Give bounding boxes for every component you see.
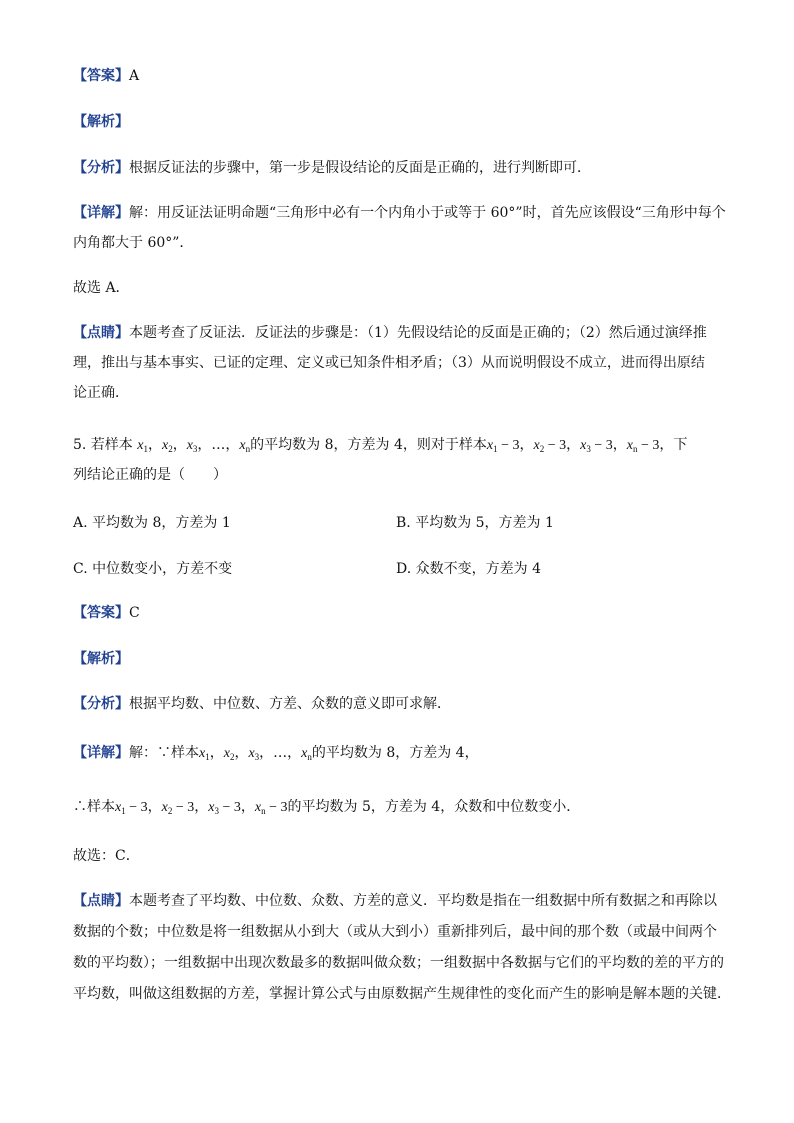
q4-detail-text-1: 解：用反证法证明命题“三角形中必有一个内角小于或等于 60°”时，首先应该假设“三角形中每个: [129, 205, 726, 221]
fenxi-tag: 【分析】: [73, 160, 129, 176]
q4-detail-text-2: 内角都大于 60°”．: [73, 235, 194, 251]
q4-answer-line: [73, 66, 139, 86]
q4-comment-line-3: [73, 383, 129, 403]
comma: ，: [287, 745, 302, 761]
q5-comment-line-4: [73, 984, 731, 1004]
q5-stem-line-2: [73, 465, 227, 485]
q4-analysis-heading: [73, 112, 129, 132]
q4-fenxi-text: 根据反证法的步骤中，第一步是假设结论的反面是正确的，进行判断即可．: [129, 160, 591, 176]
x1: $x_1$: [199, 746, 210, 762]
detail-tag: 【详解】: [73, 205, 129, 221]
x2-minus-3: $x_2 - 3$: [161, 800, 195, 816]
x1-minus-3: $x_1 - 3$: [115, 800, 148, 816]
q5-detail-prefix: 解：∵样本: [129, 745, 199, 761]
q5-answer-line: [73, 603, 140, 623]
comma: ，: [147, 799, 162, 815]
q4-comment-text-1: 本题考查了反证法．反证法的步骤是：（1）先假设结论的反面是正确的；（2）然后通过演绎推: [129, 325, 707, 341]
analysis-tag: 【解析】: [73, 114, 129, 130]
q5-stem-line-1: [73, 435, 687, 459]
answer-tag: 【答案】: [73, 68, 129, 84]
q5-detail-line: [73, 743, 479, 767]
q4-answer-value: A: [129, 68, 140, 84]
q5-option-b: B. 平均数为 5，方差为 1: [396, 515, 554, 531]
comma: ，: [240, 799, 255, 815]
x3: $x_3$: [186, 438, 198, 454]
detail-tag: 【详解】: [73, 745, 129, 761]
q5-therefore-end: 的平均数为 5，方差为 4，众数和中位数变小．: [287, 799, 581, 815]
q5-stem-mid: 的平均数为 8，方差为 4，则对于样本: [250, 437, 487, 453]
x2-minus-3: $x_2 - 3$: [533, 438, 567, 454]
q5-answer-value: C: [129, 605, 140, 621]
q5-fenxi-line: [73, 694, 451, 714]
q5-stem-end: ，下: [659, 437, 688, 453]
x3-minus-3: $x_3 - 3$: [208, 800, 241, 816]
comma: ，: [612, 437, 627, 453]
q4-detail-line-1: [73, 203, 726, 223]
q5-therefore-prefix: ∴样本: [73, 799, 115, 815]
q5-choose-line: [73, 846, 140, 866]
q5-option-c: C. 中位数变小，方差不变: [73, 561, 233, 577]
xn-minus-3: $x_n - 3$: [254, 800, 288, 816]
comma: ，: [172, 437, 187, 453]
q5-detail-mid: 的平均数为 8，方差为 4，: [311, 745, 479, 761]
q5-choose-text: 故选：C．: [73, 848, 140, 864]
x3-minus-3: $x_3 - 3$: [580, 438, 613, 454]
comma: ，: [194, 799, 209, 815]
x2: $x_2$: [223, 746, 235, 762]
xn-minus-3: $x_n - 3$: [626, 438, 660, 454]
q5-comment-text-4: 平均数，叫做这组数据的方差，掌握计算公式与由原数据产生规律性的变化而产生的影响是解本题的关键．: [73, 986, 731, 1002]
comma: ，: [209, 745, 224, 761]
comma: ，: [147, 437, 162, 453]
ellipsis: …: [211, 437, 226, 453]
q5-therefore-line: [73, 797, 580, 821]
fenxi-tag: 【分析】: [73, 696, 129, 712]
comma: ，: [519, 437, 534, 453]
q4-comment-text-2: 理，推出与基本事实、已证的定理、定义或已知条件相矛盾；（3）从而说明假设不成立，进而得出原结: [73, 355, 705, 371]
q4-fenxi-line: [73, 158, 591, 178]
q4-comment-text-3: 论正确．: [73, 385, 129, 401]
q5-stem-prefix: 5. 若样本: [73, 437, 133, 453]
analysis-tag: 【解析】: [73, 651, 129, 667]
q5-comment-text-3: 数的平均数）；一组数据中出现次数最多的数据叫做众数；一组数据中各数据与它们的平均数的差的平方的: [73, 955, 724, 971]
xn: $x_n$: [301, 746, 312, 762]
comma: ，: [234, 745, 249, 761]
q4-comment-line-2: [73, 353, 705, 373]
x1: $x_1$: [137, 438, 148, 454]
x1-minus-3: $x_1 - 3$: [486, 438, 520, 454]
xn: $x_n$: [239, 438, 251, 454]
q5-comment-line-2: [73, 922, 717, 942]
comma: ，: [225, 437, 240, 453]
q4-comment-line-1: [73, 323, 707, 343]
q5-stem-text-2: 列结论正确的是（ ）: [73, 467, 227, 483]
answer-tag: 【答案】: [73, 605, 129, 621]
comma: ，: [259, 745, 274, 761]
q4-choose-line: [73, 278, 130, 298]
comment-tag: 【点睛】: [73, 893, 129, 909]
comma: ，: [197, 437, 212, 453]
q5-comment-line-3: [73, 953, 724, 973]
q5-option-a: A. 平均数为 8，方差为 1: [73, 515, 231, 531]
q5-option-d: D. 众数不变，方差为 4: [396, 561, 541, 577]
x2: $x_2$: [161, 438, 173, 454]
x3: $x_3$: [248, 746, 260, 762]
comma: ，: [566, 437, 581, 453]
q4-choose-text: 故选 A．: [73, 280, 130, 296]
comment-tag: 【点睛】: [73, 325, 129, 341]
q5-comment-line-1: [73, 891, 717, 911]
q5-fenxi-text: 根据平均数、中位数、方差、众数的意义即可求解．: [129, 696, 451, 712]
q4-detail-line-2: [73, 233, 193, 253]
ellipsis: …: [273, 745, 288, 761]
q5-comment-text-2: 数据的个数；中位数是将一组数据从小到大（或从大到小）重新排列后，最中间的那个数（或最中间两个: [73, 924, 717, 940]
q5-analysis-heading: [73, 649, 129, 669]
q5-comment-text-1: 本题考查了平均数、中位数、众数、方差的意义．平均数是指在一组数据中所有数据之和再除以: [129, 893, 717, 909]
